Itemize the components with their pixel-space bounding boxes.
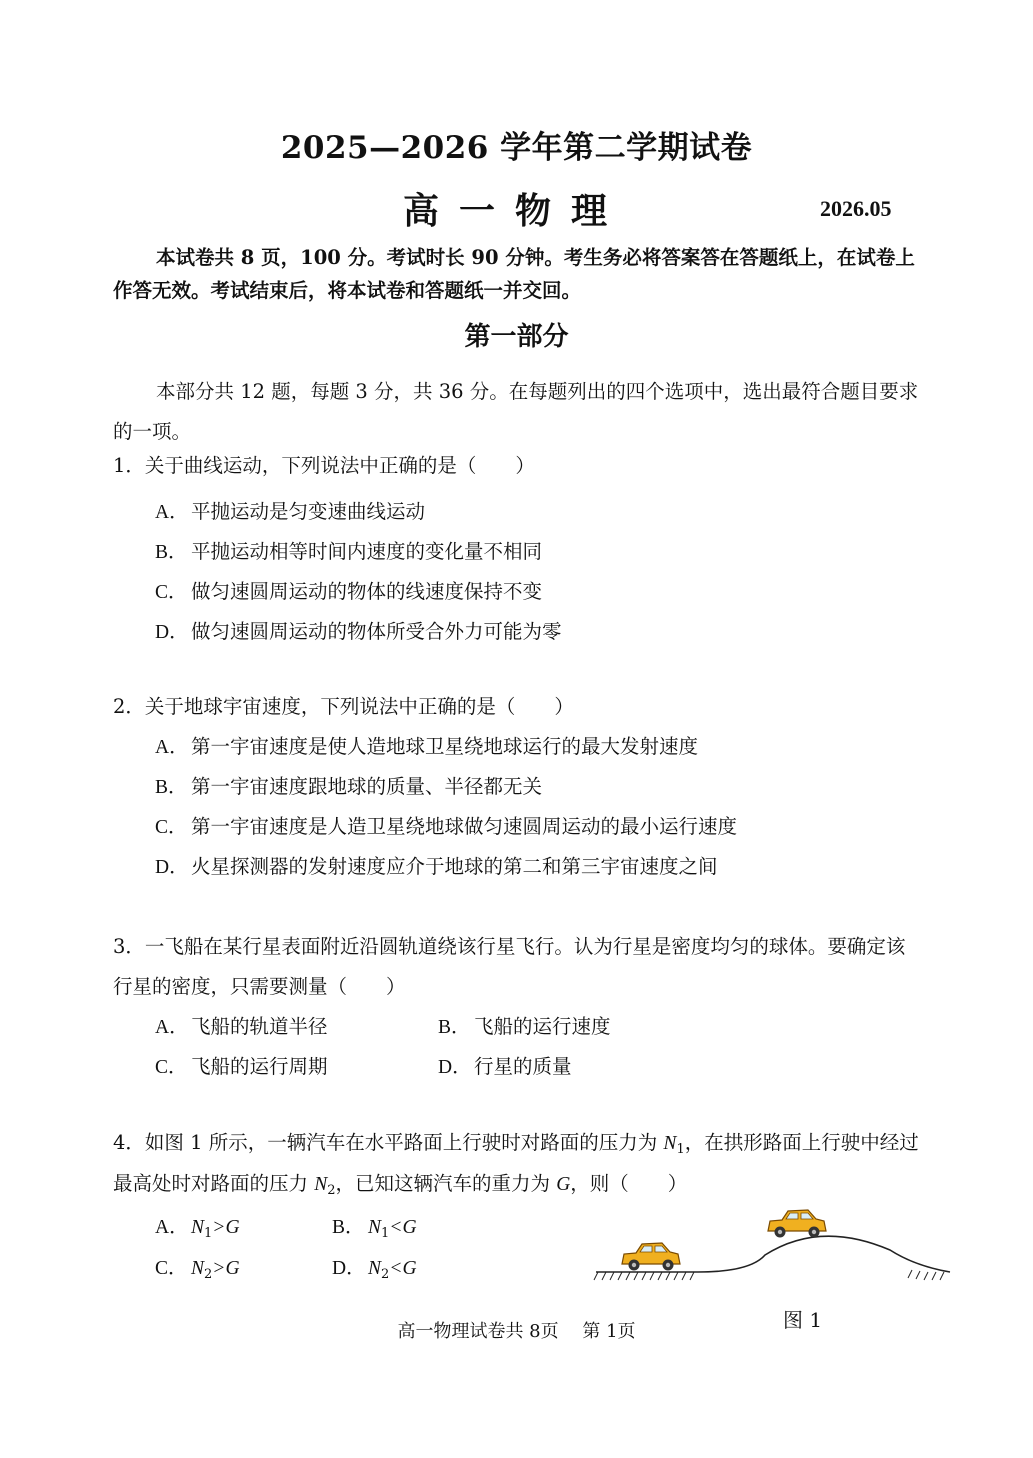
question-1-stem: 1．关于曲线运动，下列说法中正确的是（ ） (113, 454, 535, 477)
question-4-option-b: B． $N_1<G$ (332, 1217, 417, 1241)
car-on-arched-road (768, 1210, 826, 1238)
car-on-flat-road (622, 1243, 680, 1271)
question-1-option-a: A． 平抛运动是匀变速曲线运动 (155, 500, 426, 523)
question-3-option-d: D． 行星的质量 (438, 1055, 572, 1078)
question-4-option-c: C． $N_2>G$ (155, 1258, 240, 1282)
part-intro: 本部分共 12 题，每题 3 分，共 36 分。在每题列出的四个选项中，选出最符合题目要求的一项。 (113, 380, 919, 443)
question-3-option-c: C． 飞船的运行周期 (155, 1055, 328, 1078)
question-2-option-d: D． 火星探测器的发射速度应介于地球的第二和第三宇宙速度之间 (155, 855, 718, 878)
figure-1-label: 图 1 (783, 1308, 823, 1332)
question-1-option-d: D． 做匀速圆周运动的物体所受合外力可能为零 (155, 620, 562, 643)
page-footer: 高一物理试卷共 8页 第 1页 (397, 1321, 636, 1342)
question-1-option-c: C． 做匀速圆周运动的物体的线速度保持不变 (155, 580, 543, 603)
question-2-option-b: B． 第一宇宙速度跟地球的质量、半径都无关 (155, 775, 543, 798)
question-4-stem: 4．如图 1 所示，一辆汽车在水平路面上行驶时对路面的压力为 $N_1$，在拱形路面上行驶中经过最高处时对路面的压力 $N_2$，已知这辆汽车的重力为 G，则（ ） (113, 1131, 919, 1198)
exam-instructions: 本试卷共 8 页，100 分。考试时长 90 分钟。考生务必将答案答在答题纸上，在试卷上作答无效。考试结束后，将本试卷和答题纸一并交回。 (113, 246, 915, 302)
question-4-option-d: D． $N_2<G$ (332, 1258, 417, 1282)
question-3-option-b: B． 飞船的运行速度 (438, 1015, 611, 1038)
exam-title: 2025—2026 学年第二学期试卷 (280, 130, 753, 166)
question-3-option-a: A． 飞船的轨道半径 (155, 1015, 328, 1038)
question-1-option-b: B． 平抛运动相等时间内速度的变化量不相同 (155, 540, 543, 563)
question-2-stem: 2．关于地球宇宙速度，下列说法中正确的是（ ） (113, 695, 574, 718)
exam-date: 2026.05 (820, 196, 892, 221)
figure-1-road-diagram (590, 1200, 952, 1292)
question-3-stem: 3．一飞船在某行星表面附近沿圆轨道绕该行星飞行。认为行星是密度均匀的球体。要确定该行星的密度，只需要测量（ ） (113, 935, 906, 998)
question-2-option-a: A． 第一宇宙速度是使人造地球卫星绕地球运行的最大发射速度 (155, 735, 699, 758)
question-4-option-a: A． $N_1>G$ (155, 1217, 240, 1241)
question-2-option-c: C． 第一宇宙速度是人造卫星绕地球做匀速圆周运动的最小运行速度 (155, 815, 738, 838)
subject-title: 高一物理 (403, 190, 628, 232)
part-title: 第一部分 (464, 322, 569, 352)
